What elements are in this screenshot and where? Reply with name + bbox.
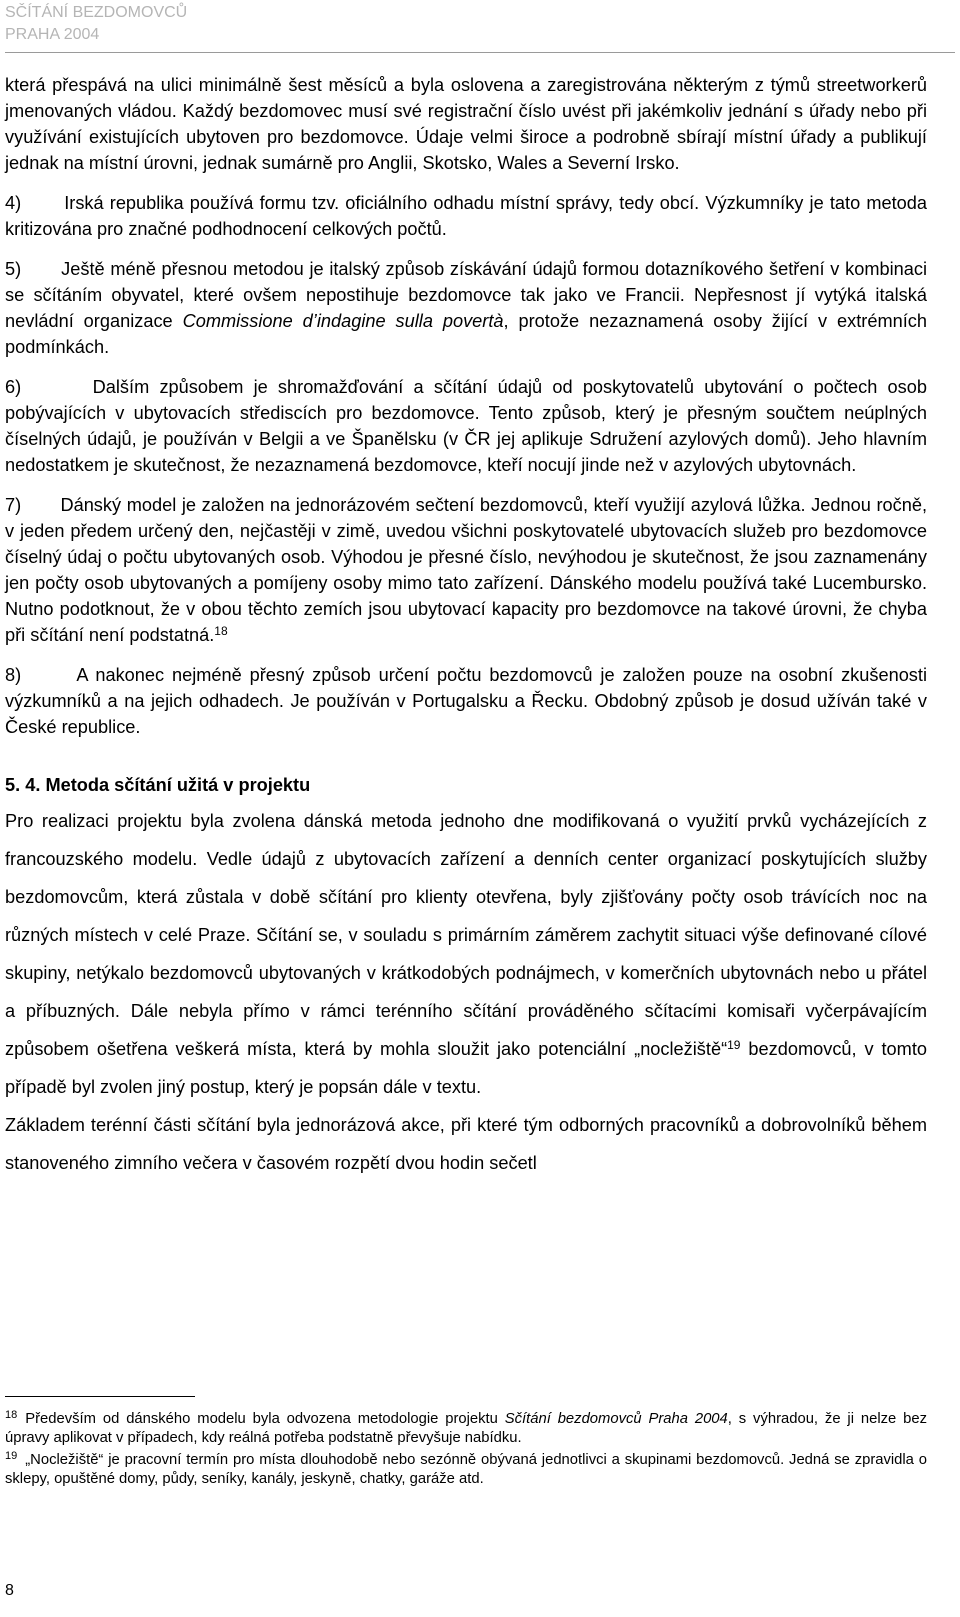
- footnote-19-text: „Nocležiště“ je pracovní termín pro místa dlouhodobě nebo sezónně obývaná jednotlivci a skupinami bezdomovců. Jedná se zpravidla o sklepy, opuštěné domy, půdy, seníky, kanály, jeskyně, chatky, garáže atd.: [5, 1452, 927, 1487]
- organization-name: Commissione d’indagine sulla povertà: [182, 311, 504, 331]
- footnote-ref-18[interactable]: 18: [214, 624, 228, 638]
- running-header: [5, 2, 187, 46]
- page-number: 8: [5, 1582, 14, 1599]
- footnote-18-text-b: , s výhradou, že ji nelze bez úpravy aplikovat v případech, kdy reálná potřeba podstatně převyšuje nabídku.: [5, 1411, 927, 1446]
- header-subtitle: PRAHA 2004: [5, 26, 100, 43]
- paragraph-item-7: [5, 492, 927, 648]
- section-heading: 5. 4. Metoda sčítání užitá v projektu: [5, 775, 311, 795]
- footnote-19-mark: 19: [5, 1450, 18, 1462]
- footnote-18: [5, 1410, 927, 1448]
- footnote-18-mark: 18: [5, 1409, 18, 1421]
- header-divider: [5, 52, 955, 53]
- footnote-18-text-a: Především od dánského modelu byla odvozena metodologie projektu: [25, 1411, 505, 1427]
- paragraph-method: [5, 802, 927, 1106]
- paragraph-fieldwork: Základem terénní části sčítání byla jednorázová akce, při které tým odborných pracovníků a dobrovolníků během stanoveného zimního večera v časovém rozpětí dvou hodin sečetl: [5, 1115, 927, 1173]
- paragraph-method-text-a: Pro realizaci projektu byla zvolena dánská metoda jednoho dne modifikovaná o využití prvků vycházejících z francouzského modelu. Vedle údajů z ubytovacích zařízení a denních center organizací poskytujících služby bezdomovcům, která zůstala v době sčítání pro klienty otevřena, byly zjišťovány počty osob trávících noc na různých místech v celé Praze. Sčítání se, v souladu s primárním záměrem zachytit situaci výše definované cílové skupiny, netýkalo bezdomovců ubytovaných v krátkodobých podnájmech, v komerčních ubytovnách nebo u přátel a příbuzných. Dále nebyla přímo v rámci terénního sčítání prováděného sčítacími komisaři vyčerpávajícím způsobem ošetřena veškerá místa, která by mohla sloužit jako potenciální „nocležiště“: [5, 811, 927, 1059]
- project-name: Sčítání bezdomovců Praha 2004: [504, 1411, 728, 1427]
- paragraph-method-text-b: bezdomovců, v tomto případě byl zvolen jiný postup, který je popsán dále v textu.: [5, 1039, 927, 1097]
- header-title: SČÍTÁNÍ BEZDOMOVCŮ: [5, 4, 188, 21]
- paragraph-item-5-text-a: 5) Ještě méně přesnou metodou je italský způsob získávání údajů formou dotazníkového šetření v kombinaci se sčítáním obyvatel, které ovšem nepostihuje bezdomovce tak jako ve Francii. Nepřesnost jí vytýká italská nevládní organizace: [5, 259, 927, 331]
- main-text: [5, 72, 927, 1182]
- footnote-divider: [5, 1396, 195, 1397]
- footnotes: [5, 1410, 927, 1492]
- footnote-19: [5, 1451, 927, 1489]
- paragraph-item-5-text-b: , protože nezaznamená osoby žijící v extrémních podmínkách.: [5, 311, 928, 357]
- paragraph-item-7-text: 7) Dánský model je založen na jednorázovém sečtení bezdomovců, kteří využijí azylová lůžka. Jednou ročně, v jeden předem určený den, nejčastěji v zimě, uvedou všichni poskytovatelé ubytovacích služeb pro bezdomovce číselný údaj o počtu ubytovaných osob. Výhodou je přesné číslo, nevýhodou je skutečnost, že jsou zaznamenány jen počty osob ubytovaných a pomíjeny osoby mimo tato zařízení. Dánského modelu používá také Lucembursko. Nutno podotknout, že v obou těchto zemích jsou ubytovací kapacity pro bezdomovce na takové úrovni, že chyba při sčítání není podstatná.: [5, 495, 927, 645]
- paragraph-item-8: 8) A nakonec nejméně přesný způsob určení počtu bezdomovců je založen pouze na osobní zkušenosti výzkumníků a na jejich odhadech. Je používán v Portugalsku a Řecku. Obdobný způsob je dosud užíván také v České republice.: [5, 665, 927, 737]
- paragraph-intro: která přespává na ulici minimálně šest měsíců a byla oslovena a zaregistrována některým z týmů streetworkerů jmenovaných vládou. Každý bezdomovec musí své registrační číslo uvést při jakémkoliv jednání s úřady nebo při využívání existujících ubytoven pro bezdomovce. Údaje velmi široce a podrobně sbírají místní úřady a publikují jednak na místní úrovni, jednak sumárně pro Anglii, Skotsko, Wales a Severní Irsko.: [5, 75, 927, 173]
- paragraph-item-5: [5, 256, 927, 360]
- paragraph-item-4: 4) Irská republika používá formu tzv. oficiálního odhadu místní správy, tedy obcí. Výzkumníky je tato metoda kritizována pro značné podhodnocení celkových počtů.: [5, 193, 927, 239]
- paragraph-item-6: 6) Dalším způsobem je shromažďování a sčítání údajů od poskytovatelů ubytování o počtech osob pobývajících v ubytovacích střediscích pro bezdomovce. Tento způsob, který je přesným součtem neúplných číselných údajů, je používán v Belgii a ve Španělsku (v ČR jej aplikuje Sdružení azylových domů). Jeho hlavním nedostatkem je skutečnost, že nezaznamená bezdomovce, kteří nocují jinde než v azylových ubytovnách.: [5, 377, 927, 475]
- footnote-ref-19[interactable]: 19: [727, 1038, 741, 1052]
